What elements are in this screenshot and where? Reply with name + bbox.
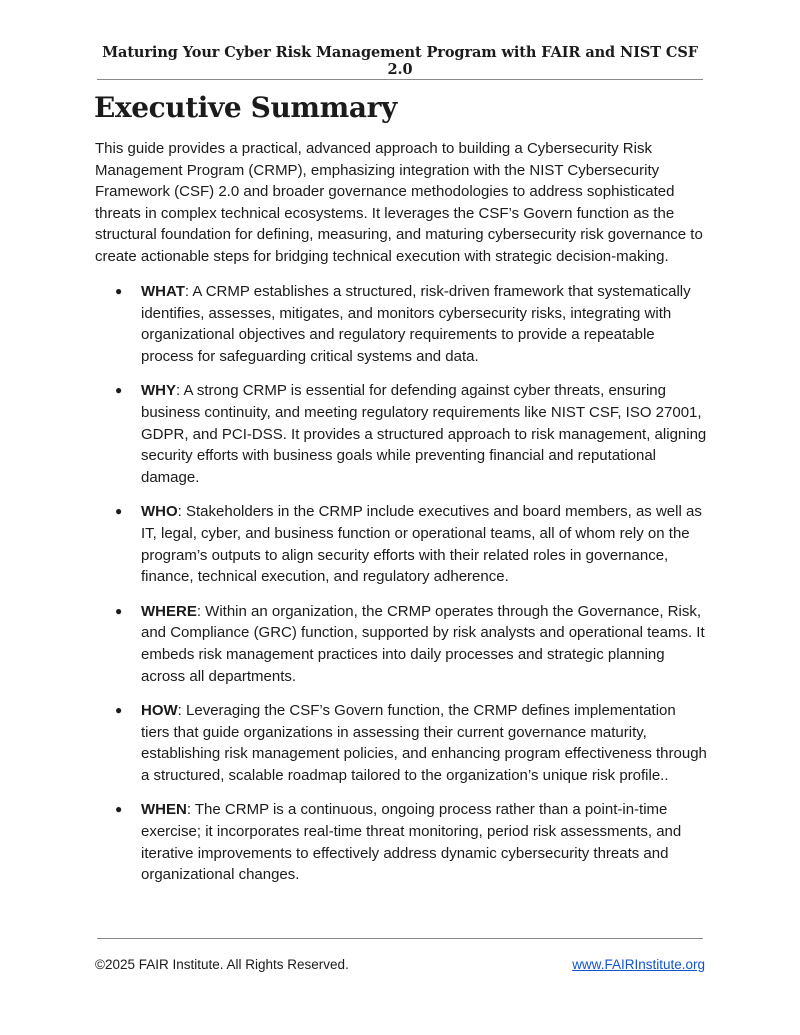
bullet-term: HOW xyxy=(141,702,178,720)
bullet-term: WHAT xyxy=(141,283,185,300)
bullet-how xyxy=(95,700,707,786)
page-title: Executive Summary xyxy=(94,91,397,124)
bullet-where xyxy=(95,601,707,687)
bullet-icon: ● xyxy=(115,383,123,398)
footer-divider xyxy=(97,938,703,939)
footer-website-link[interactable]: www.FAIRInstitute.org xyxy=(572,957,705,972)
bullet-when xyxy=(95,799,707,885)
bullet-text: : Leveraging the CSF’s Govern function, the CRMP defines implementation tiers that guide organizations in assessing their current governance maturity, establishing risk management policies, and enhancing program effectiveness through a structured, scalable roadmap tailored to the organization’s unique risk profile.. xyxy=(141,702,707,784)
running-header: Maturing Your Cyber Risk Management Program with FAIR and NIST CSF 2.0 xyxy=(102,44,698,78)
bullet-why xyxy=(95,380,707,488)
bullet-text: : A strong CRMP is essential for defending against cyber threats, ensuring business continuity, and meeting regulatory requirements like NIST CSF, ISO 27001, GDPR, and PCI-DSS. It provides a structured approach to risk management, aligning security efforts with business goals while preventing financial and reputational damage. xyxy=(141,382,707,486)
bullet-icon: ● xyxy=(115,802,123,817)
bullet-term: WHY xyxy=(141,382,176,400)
bullet-icon: ● xyxy=(115,504,123,519)
header-divider xyxy=(97,79,703,80)
bullet-icon: ● xyxy=(115,284,123,298)
intro-paragraph: This guide provides a practical, advanced approach to building a Cybersecurity Risk Management Program (CRMP), emphasizing integration with the NIST Cybersecurity Framework (CSF) 2.0 and broader governance methodologies to address sophisticated threats in complex technical ecosystems. It leverages the CSF’s Govern function as the structural foundation for defining, measuring, and maturing cybersecurity risk governance to create actionable steps for bridging technical execution with strategic decision-making. xyxy=(95,140,703,265)
bullet-term: WHEN xyxy=(141,801,187,819)
bullet-icon: ● xyxy=(115,703,123,718)
bullet-who xyxy=(95,501,707,587)
bullet-text: : Within an organization, the CRMP operates through the Governance, Risk, and Compliance (GRC) function, supported by risk analysts and operational teams. It embeds risk management practices into daily processes and strategic planning across all departments. xyxy=(141,602,705,685)
summary-bullet-list xyxy=(95,281,707,899)
bullet-text: : Stakeholders in the CRMP include executives and board members, as well as IT, legal, cyber, and business function or operational teams, all of whom rely on the program’s outputs to align security efforts with their related roles in governance, finance, technical execution, and regulatory adherence. xyxy=(141,503,702,586)
bullet-text: : A CRMP establishes a structured, risk-driven framework that systematically identifies, assesses, mitigates, and monitors cybersecurity risks, integrating with organizational objectives and regulatory requirements to provide a repeatable process for safeguarding critical systems and data. xyxy=(141,283,691,365)
bullet-term: WHERE xyxy=(141,602,197,620)
bullet-text: : The CRMP is a continuous, ongoing process rather than a point-in-time exercise; it incorporates real-time threat monitoring, period risk assessments, and iterative improvements to effectively address dynamic cybersecurity threats and organizational changes. xyxy=(141,801,682,884)
bullet-icon: ● xyxy=(115,603,123,618)
footer-copyright: ©2025 FAIR Institute. All Rights Reserved. xyxy=(95,957,349,972)
bullet-term: WHO xyxy=(141,503,178,521)
bullet-what xyxy=(95,281,707,367)
